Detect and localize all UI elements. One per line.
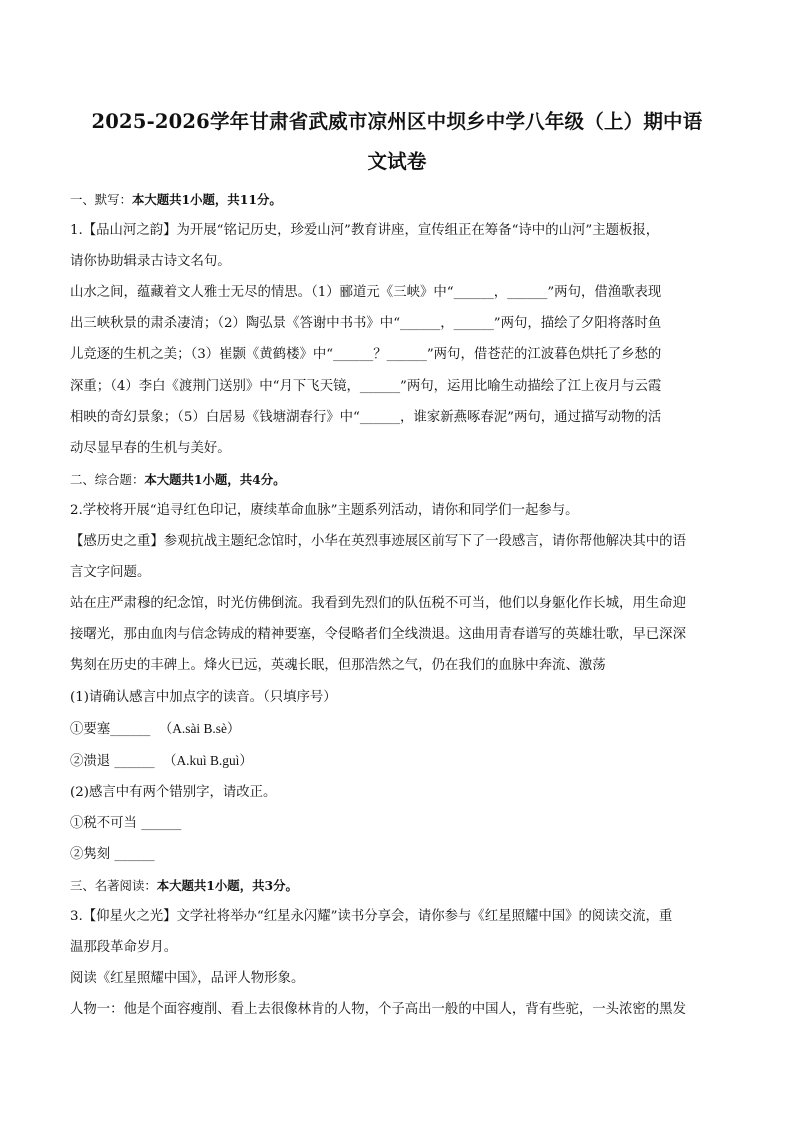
question-2-item-4: ②隽刻 ______ [70, 846, 155, 862]
question-2-passage-line: 接曙光，那由血肉与信念铸成的精神要塞，令侵略者们全线溃退。这曲用青春谱写的英雄壮歌，早已深深 [70, 627, 686, 643]
question-1-body-line: 出三峡秋景的肃杀凄清；（2）陶弘景《答谢中书书》中“______，______”两句，描绘了夕阳将落时鱼 [70, 316, 662, 332]
question-1-body-line: 深重；（4）李白《渡荆门送别》中“月下飞天镜，______”两句，运用比喻生动描绘了江上夜月与云霞 [70, 378, 662, 394]
question-2-item-3: ①税不可当 ______ [70, 815, 182, 831]
item-options: （A.kuì B.guì） [163, 752, 253, 768]
section-desc: 本大题共1小题，共4分。 [144, 471, 286, 487]
question-1-body-line: 山水之间，蕴藏着文人雅士无尽的情思。（1）郦道元《三峡》中“______，______”两句，借渔歌表现 [70, 285, 662, 301]
question-2-sub-2: (2)感言中有两个错别字，请改正。 [70, 784, 277, 800]
exam-title [0, 102, 794, 182]
section-heading-2 [70, 464, 726, 495]
exam-title-line-1: 2025-2026学年甘肃省武威市凉州区中坝乡中学八年级（上）期中语 [91, 110, 703, 133]
question-2-passage-line: 隽刻在历史的丰碑上。烽火已远，英魂长眠，但那浩然之气，仍在我们的血脉中奔流、激荡 [70, 658, 606, 674]
question-3-intro-line: 3.【仰星火之光】文学社将举办“红星永闪耀”读书分享会，请你参与《红星照耀中国》的阅读交流，重 [70, 909, 673, 925]
item-text: ②溃退 ______ [70, 753, 155, 769]
question-3-intro-line: 温那段革命岁月。 [70, 940, 178, 956]
section-label: 二、综合题： [70, 471, 145, 487]
item-options: （A.sài B.sè） [158, 720, 241, 736]
section-desc: 本大题共1小题，共11分。 [131, 192, 282, 207]
question-2-passage-line: 站在庄严肃穆的纪念馆，时光仿佛倒流。我看到先烈们的队伍税不可当，他们以身躯化作长城，用生命迎 [70, 596, 686, 612]
section-label: 一、默写： [70, 192, 132, 207]
item-text: ①要塞______ [70, 721, 151, 737]
section-label: 三、名著阅读： [70, 878, 157, 894]
section-heading-3 [70, 870, 726, 901]
section-heading-1 [70, 184, 726, 215]
question-1-line-1: 1.【品山河之韵】为开展“铭记历史，珍爱山河”教育讲座，宣传组正在筹备“诗中的山河”主题板报， [70, 223, 660, 239]
question-1-body-line: 动尽显早春的生机与美好。 [70, 440, 231, 456]
question-1-body-line: 儿竞逐的生机之美；（3）崔颢《黄鹤楼》中“______？______”两句，借苍茫的江波暮色烘托了乡愁的 [70, 347, 662, 363]
question-1-body-line: 相映的奇幻景象；（5）白居易《钱塘湖春行》中“______，谁家新燕啄春泥”两句，通过描写动物的活 [70, 409, 662, 425]
exam-title-line-2: 文试卷 [367, 150, 427, 173]
question-2-intro: 2.学校将开展“追寻红色印记，赓续革命血脉”主题系列活动，请你和同学们一起参与。 [70, 502, 579, 518]
question-2-task-line: 言文字问题。 [70, 565, 151, 581]
question-2-item-1 [70, 713, 726, 745]
question-2-item-2 [70, 745, 726, 777]
question-2-task-line: 【感历史之重】参观抗战主题纪念馆时，小华在英烈事迹展区前写下了一段感言，请你帮他解决其中的语 [70, 534, 686, 550]
question-1-line-2: 请你协助辑录古诗文名句。 [70, 254, 231, 270]
question-3-person-1: 人物一：他是个面容瘦削、看上去很像林肯的人物，个子高出一般的中国人，背有些驼，一头浓密的黑发 [70, 1002, 686, 1018]
question-3-read: 阅读《红星照耀中国》，品评人物形象。 [70, 971, 305, 987]
question-2-sub-1: (1)请确认感言中加点字的读音。（只填序号） [70, 689, 337, 705]
section-desc: 本大题共1小题，共3分。 [156, 878, 298, 894]
exam-content [70, 184, 726, 1026]
